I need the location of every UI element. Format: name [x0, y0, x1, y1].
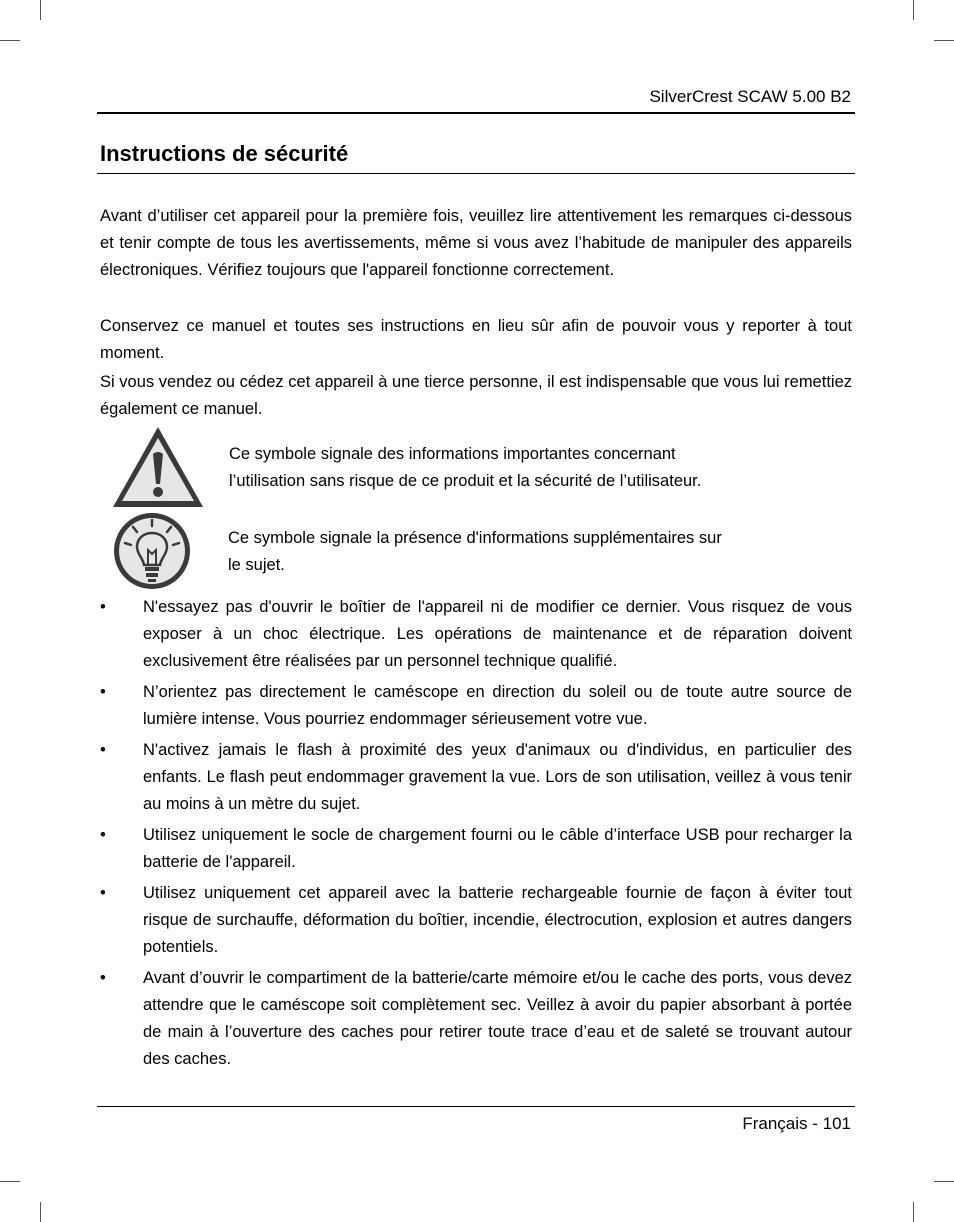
intro-paragraph: Avant d’utiliser cet appareil pour la première fois, veuillez lire attentivement les remarques ci-dessous et tenir compte de tous les avertissements, même si vous avez l’habitude de manipuler des appareils électroniques. Vérifiez toujours que l'appareil fonctionne correctement. [100, 207, 852, 279]
symbol-description [228, 525, 722, 579]
crop-mark [0, 40, 20, 41]
footer-rule [97, 1106, 855, 1107]
crop-mark [0, 1181, 20, 1182]
bullet-text: Utilisez uniquement cet appareil avec la batterie rechargeable fournie de façon à éviter tout risque de surchauffe, déformation du boîtier, incendie, électrocution, explosion et autres dangers potentiels. [143, 884, 852, 956]
bullet-text: N'essayez pas d'ouvrir le boîtier de l'appareil ni de modifier ce dernier. Vous risquez de vous exposer à un choc électrique. Les opérations de maintenance et de réparation doivent exclusivement être réalisées par un personnel technique qualifié. [143, 598, 852, 670]
list-item [100, 822, 852, 876]
symbol-description [229, 441, 701, 495]
crop-mark [913, 1202, 914, 1222]
intro-paragraph: Conservez ce manuel et toutes ses instructions en lieu sûr afin de pouvoir vous y reporter à tout moment. [100, 317, 852, 362]
bullet-marker: • [100, 884, 106, 902]
list-item [100, 737, 852, 818]
symbol-text-line: Ce symbole signale des informations importantes concernant [229, 445, 676, 463]
lightbulb-icon [109, 510, 195, 592]
crop-mark [934, 40, 954, 41]
warning-triangle-icon [110, 424, 206, 510]
bullet-text: Utilisez uniquement le socle de chargement fourni ou le câble d’interface USB pour recharger la batterie de l'appareil. [143, 826, 852, 871]
symbol-text-line: l’utilisation sans risque de ce produit et la sécurité de l’utilisateur. [229, 472, 702, 490]
page-number: Français - 101 [742, 1114, 851, 1133]
bullet-marker: • [100, 683, 106, 701]
bullet-marker: • [100, 826, 106, 844]
list-item [100, 880, 852, 961]
crop-mark [913, 0, 914, 20]
bullet-marker: • [100, 598, 106, 616]
list-item [100, 965, 852, 1073]
crop-mark [40, 1202, 41, 1222]
header-rule [97, 112, 855, 114]
list-item [100, 594, 852, 675]
intro-paragraph: Si vous vendez ou cédez cet appareil à une tierce personne, il est indispensable que vous lui remettiez également ce manuel. [100, 373, 852, 418]
page-title: Instructions de sécurité [100, 141, 349, 166]
bullet-text: N'activez jamais le flash à proximité des yeux d'animaux ou d'individus, en particulier des enfants. Le flash peut endommager gravement la vue. Lors de son utilisation, veillez à vous tenir au moins à un mètre du sujet. [143, 741, 852, 813]
list-item [100, 679, 852, 733]
bullet-marker: • [100, 969, 106, 987]
crop-mark [40, 0, 41, 20]
symbol-text-line: le sujet. [228, 556, 285, 574]
title-rule [97, 173, 855, 174]
symbol-text-line: Ce symbole signale la présence d'informations supplémentaires sur [228, 529, 722, 547]
bullet-marker: • [100, 741, 106, 759]
crop-mark [934, 1181, 954, 1182]
bullet-text: N’orientez pas directement le caméscope en direction du soleil ou de toute autre source de lumière intense. Vous pourriez endommager sérieusement votre vue. [143, 683, 852, 728]
safety-bullet-list [100, 594, 852, 1077]
header-model: SilverCrest SCAW 5.00 B2 [649, 87, 851, 106]
bullet-text: Avant d’ouvrir le compartiment de la batterie/carte mémoire et/ou le cache des ports, vous devez attendre que le caméscope soit complètement sec. Veillez à avoir du papier absorbant à portée de main à l’ouverture des caches pour retirer toute trace d’eau et de saleté se trouvant autour des caches. [143, 969, 852, 1068]
